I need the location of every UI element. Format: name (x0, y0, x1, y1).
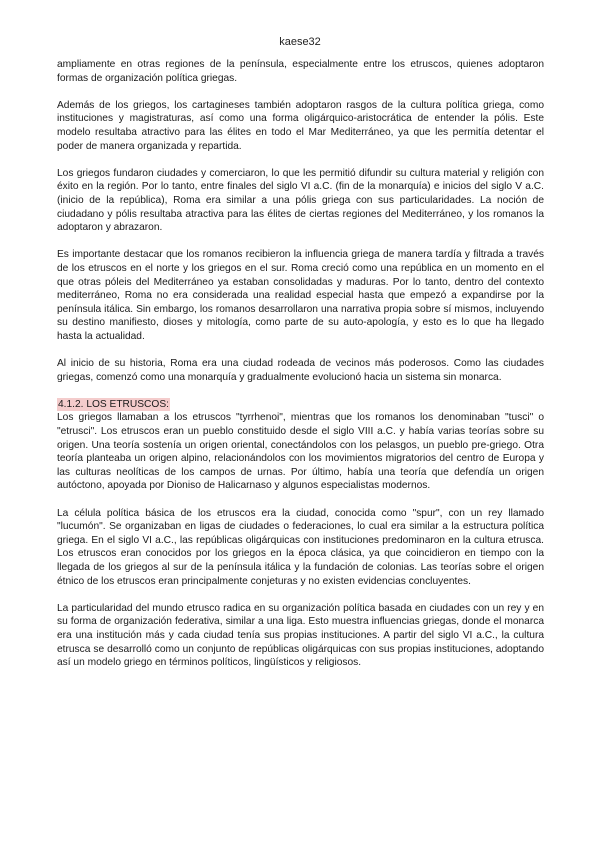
document-body (57, 58, 544, 683)
paragraph: Es importante destacar que los romanos recibieron la influencia griega de manera tardía y filtrada a través de los etruscos en el norte y los griegos en el sur. Roma creció como una república en un momento en el que otras póleis del Mediterráneo ya estaban consolidadas y maduras. Por lo tanto, dentro del contexto mediterráneo, Roma no era considerada una realidad especial hasta que empezó a expandirse por la península itálica. Sin embargo, los romanos desarrollaron una narrativa propia sobre sí mismos, incluyendo su destino manifiesto, dioses y mitología, como parte de su auto-apología, y esto es lo que ha llegado hasta la actualidad. (57, 249, 544, 342)
paragraph: ampliamente en otras regiones de la península, especialmente entre los etruscos, quienes adoptaron formas de organización política griegas. (57, 59, 544, 84)
paragraph: Los griegos fundaron ciudades y comerciaron, lo que les permitió difundir su cultura material y religión con éxito en la región. Por lo tanto, entre finales del siglo VI a.C. (fin de la monarquía) e inicios del siglo V a.C. (inicio de la república), Roma era similar a una pólis griega con sus particularidades. La noción de ciudadano y pólis resultaba atractiva para las élites de ciertas regiones del Mediterráneo, y los romanos la adoptaron y abrazaron. (57, 167, 544, 234)
paragraph: La célula política básica de los etruscos era la ciudad, conocida como "spur", con un rey llamado "lucumón". Se organizaban en ligas de ciudades o federaciones, lo cual era similar a la estructura política griega. En el siglo VI a.C., las repúblicas oligárquicas con instituciones predominaron en la cultura etrusca. Los etruscos eran conocidos por los griegos en la época clásica, ya que coincidieron en tiempo con la llegada de los griegos al sur de la península itálica y la fundación de colonias. Las teorías sobre el origen étnico de los etruscos eran principalmente conjeturas y no existen evidencias concluyentes. (57, 507, 544, 587)
paragraph: Al inicio de su historia, Roma era una ciudad rodeada de vecinos más poderosos. Como las ciudades griegas, comenzó como una monarquía y gradualmente evolucionó hacia un sistema sin monarca. (57, 358, 544, 383)
paragraph: La particularidad del mundo etrusco radica en su organización política basada en ciudades con un rey y en su forma de organización federativa, similar a una liga. Esto muestra influencias griegas, donde el monarca era una institución más y cada ciudad tenía sus propias instituciones. A partir del siglo VI a.C., la cultura etrusca se desarrolló como un conjunto de repúblicas oligárquicas con sus propias instituciones, adoptando así un modelo griego en términos políticos, lingüísticos y religiosos. (57, 602, 544, 669)
paragraph: Además de los griegos, los cartagineses también adoptaron rasgos de la cultura política griega, como instituciones y magistraturas, así como una forma oligárquico-aristocrática de entender la pólis. Este modelo resultaba atractivo para las élites en todo el Mar Mediterráneo, ya que les permitía detentar el poder de manera organizada y repartida. (57, 99, 544, 152)
section-heading: 4.1.2. LOS ETRUSCOS: (58, 398, 169, 410)
paragraph: Los griegos llamaban a los etruscos "tyrrhenoi", mientras que los romanos los denominaban "tusci" o "etrusci". Los etruscos eran un pueblo constituido desde el siglo VIII a.C. y había varias teorías sobre su origen. Una teoría sostenía un origen oriental, conectándolos con los pelasgos, un pueblo pre-griego. Otra teoría planteaba un origen alpino, relacionándolos con los movimientos migratorios del centro de Europa y las culturas neolíticas de los campos de urnas. Por último, había una teoría que defendía un origen autóctono, apoyada por Dioniso de Halicarnaso y algunos especialistas modernos. (57, 412, 544, 492)
section-etruscos (57, 398, 544, 670)
page-header: kaese32 (279, 36, 321, 48)
